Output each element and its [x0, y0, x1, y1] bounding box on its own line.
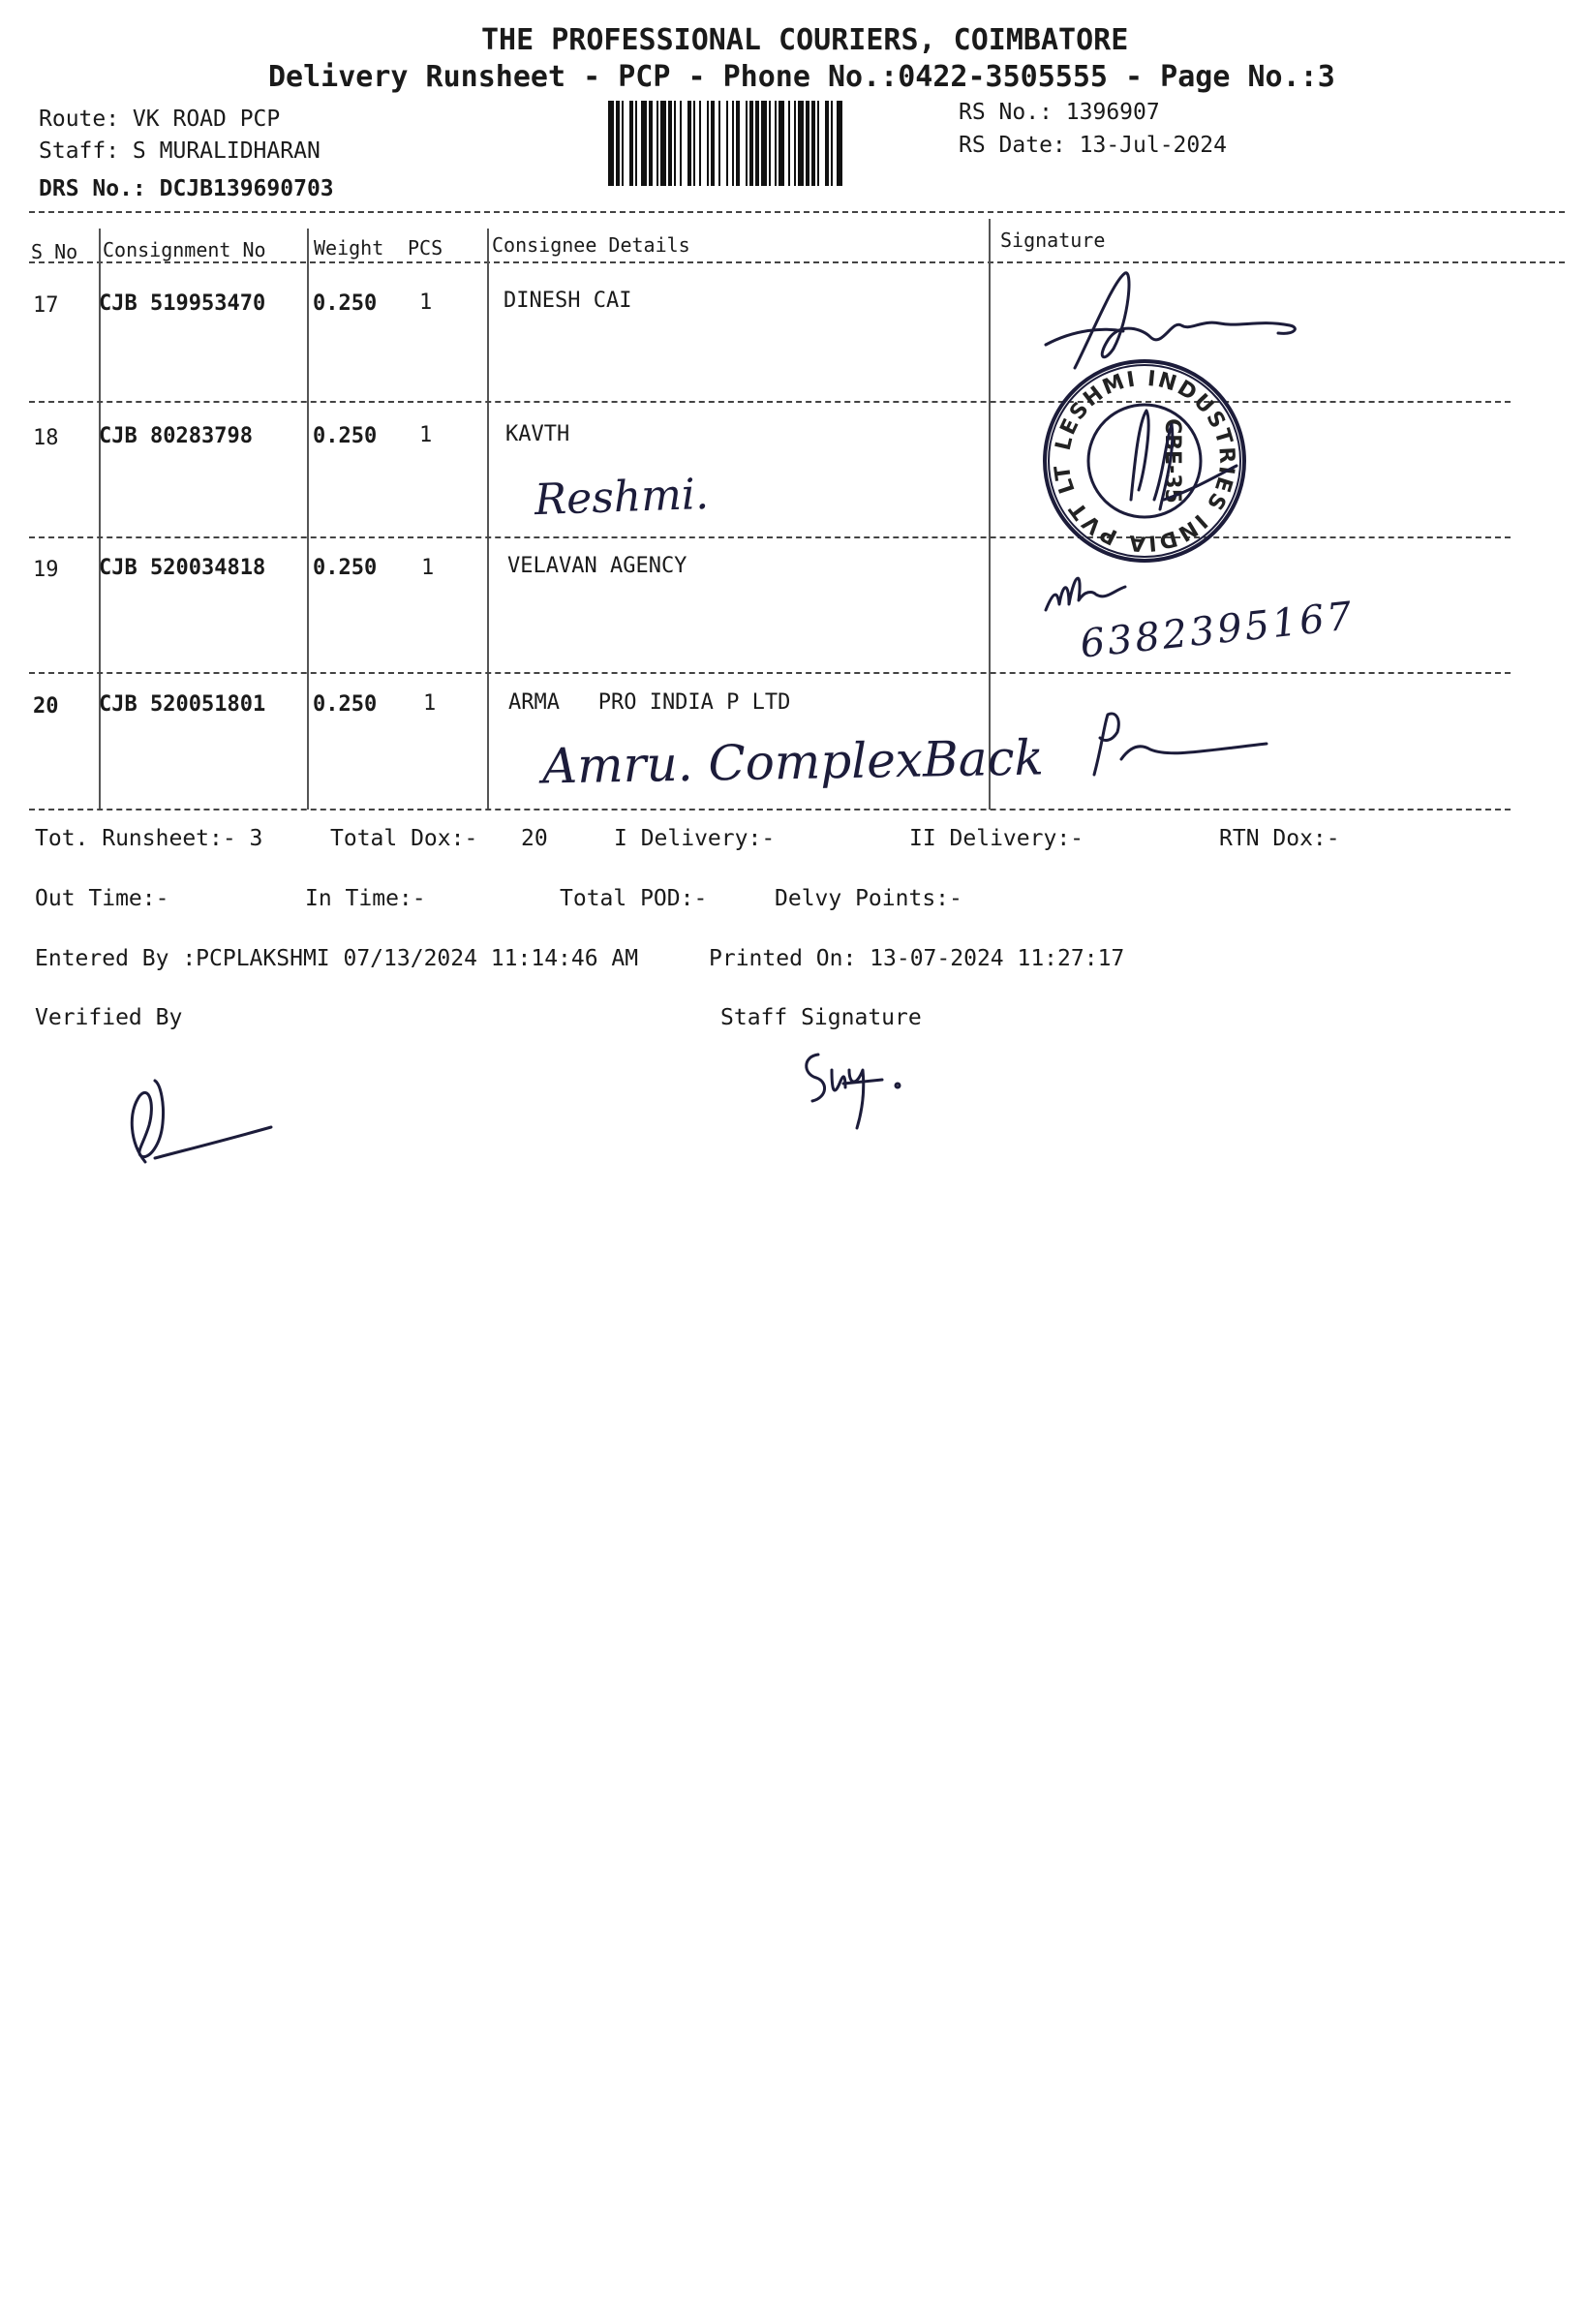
col-header-pcs: PCS [408, 236, 443, 260]
verified-by-signature [116, 1075, 281, 1172]
barcode-bar [629, 101, 633, 186]
col-header-consignment: Consignment No [103, 238, 266, 261]
signature-row-20 [1083, 707, 1276, 784]
barcode-bar [788, 101, 790, 186]
company-title: THE PROFESSIONAL COURIERS, COIMBATORE [481, 23, 1129, 57]
row-18-sno: 18 [33, 426, 59, 450]
row-19-pcs: 1 [421, 556, 435, 580]
row-rule [29, 401, 1511, 403]
row-20-sno: 20 [33, 694, 59, 719]
barcode-bar [806, 101, 809, 186]
barcode-bar [746, 101, 748, 186]
col-header-weight: Weight [314, 236, 384, 260]
barcode [608, 101, 935, 186]
row-20-pcs: 1 [423, 691, 437, 716]
rtn-dox: RTN Dox:- [1219, 826, 1340, 851]
signature-phone-number: 6382395167 [1078, 594, 1358, 667]
tot-runsheet: Tot. Runsheet:- 3 [35, 826, 263, 851]
barcode-bar [707, 101, 709, 186]
barcode-bar [837, 101, 842, 186]
row-20-consignment: CJB 520051801 [99, 692, 266, 717]
table-top-rule [29, 211, 1565, 213]
row-20-handwritten-address: Amru. ComplexBack [541, 729, 1045, 795]
row-18-consignee: KAVTH [505, 422, 570, 446]
entered-by: Entered By :PCPLAKSHMI 07/13/2024 11:14:46 AM [35, 946, 639, 971]
total-pod: Total POD:- [560, 886, 708, 911]
barcode-bar [761, 101, 767, 186]
barcode-bar [711, 101, 715, 186]
rs-date: RS Date: 13-Jul-2024 [959, 133, 1227, 158]
row-19-weight: 0.250 [313, 556, 378, 580]
delvy-points: Delvy Points:- [775, 886, 962, 911]
out-time: Out Time:- [35, 886, 169, 911]
barcode-bar [657, 101, 658, 186]
runsheet-subtitle: Delivery Runsheet - PCP - Phone No.:0422-3505555 - Page No.:3 [268, 60, 1335, 94]
row-20-weight: 0.250 [313, 692, 378, 717]
table-bottom-rule [29, 809, 1511, 810]
row-17-weight: 0.250 [313, 291, 378, 316]
row-17-sno: 17 [33, 293, 59, 318]
total-dox-value: 20 [521, 826, 548, 851]
barcode-bar [831, 101, 833, 186]
row-17-pcs: 1 [419, 290, 433, 315]
stamp-center-text: CBE-35 [1160, 418, 1184, 504]
staff-label: Staff: S MURALIDHARAN [39, 138, 321, 164]
drs-number: DRS No.: DCJB139690703 [39, 176, 334, 201]
row-17-consignment: CJB 519953470 [99, 291, 266, 316]
staff-signature-label: Staff Signature [720, 1005, 922, 1030]
ii-delivery: II Delivery:- [909, 826, 1084, 851]
stamp-ring-text: LESHMI INDUSTRIES INDIA PVT LTD [1027, 336, 1239, 556]
col-divider [307, 229, 309, 810]
barcode-bar [755, 101, 759, 186]
barcode-bar [622, 101, 624, 186]
barcode-bar [732, 101, 734, 186]
barcode-bar [668, 101, 672, 186]
barcode-bar [779, 101, 784, 186]
barcode-bar [608, 101, 614, 186]
col-header-consignee: Consignee Details [492, 233, 690, 257]
col-header-sno: S No [31, 240, 78, 263]
barcode-bar [687, 101, 691, 186]
row-17-consignee: DINESH CAI [504, 289, 632, 313]
row-18-weight: 0.250 [313, 424, 378, 448]
barcode-bar [736, 101, 740, 186]
row-19-consignee: VELAVAN AGENCY [507, 554, 687, 578]
route-label: Route: VK ROAD PCP [39, 107, 281, 132]
barcode-bar [699, 101, 701, 186]
barcode-bar [817, 101, 819, 186]
signature-row-19 [1036, 562, 1143, 620]
col-divider [99, 229, 101, 810]
row-rule [29, 672, 1511, 674]
verified-by-label: Verified By [35, 1005, 183, 1030]
row-18-consignment: CJB 80283798 [99, 424, 253, 448]
in-time: In Time:- [305, 886, 426, 911]
barcode-bar [769, 101, 771, 186]
staff-signature-mark [789, 1041, 905, 1138]
printed-on: Printed On: 13-07-2024 11:27:17 [709, 946, 1125, 971]
barcode-bar [680, 101, 682, 186]
col-divider [989, 219, 991, 810]
col-divider [487, 229, 489, 810]
barcode-bar [635, 101, 637, 186]
row-18-pcs: 1 [419, 423, 433, 447]
barcode-bar [798, 101, 804, 186]
barcode-bar [811, 101, 815, 186]
barcode-bar [641, 101, 647, 186]
barcode-bar [794, 101, 796, 186]
svg-text:LESHMI INDUSTRIES INDIA PVT LT [1028, 336, 1239, 555]
col-header-signature: Signature [1000, 229, 1106, 252]
barcode-bar [660, 101, 666, 186]
barcode-bar [718, 101, 720, 186]
barcode-bar [649, 101, 653, 186]
i-delivery: I Delivery:- [614, 826, 776, 851]
barcode-bar [616, 101, 620, 186]
row-19-sno: 19 [33, 558, 59, 582]
row-19-consignment: CJB 520034818 [99, 556, 266, 580]
row-18-handwritten-name: Reshmi. [534, 469, 710, 526]
barcode-bar [693, 101, 695, 186]
barcode-bar [726, 101, 728, 186]
barcode-bar [674, 101, 676, 186]
row-20-consignee: ARMA PRO INDIA P LTD [508, 690, 791, 715]
table-header-rule [29, 261, 1565, 263]
barcode-bar [775, 101, 777, 186]
total-dox-label: Total Dox:- [330, 826, 478, 851]
company-stamp [1027, 336, 1251, 567]
barcode-bar [825, 101, 829, 186]
barcode-bar [749, 101, 753, 186]
row-rule [29, 536, 1511, 538]
rs-number: RS No.: 1396907 [959, 100, 1160, 125]
